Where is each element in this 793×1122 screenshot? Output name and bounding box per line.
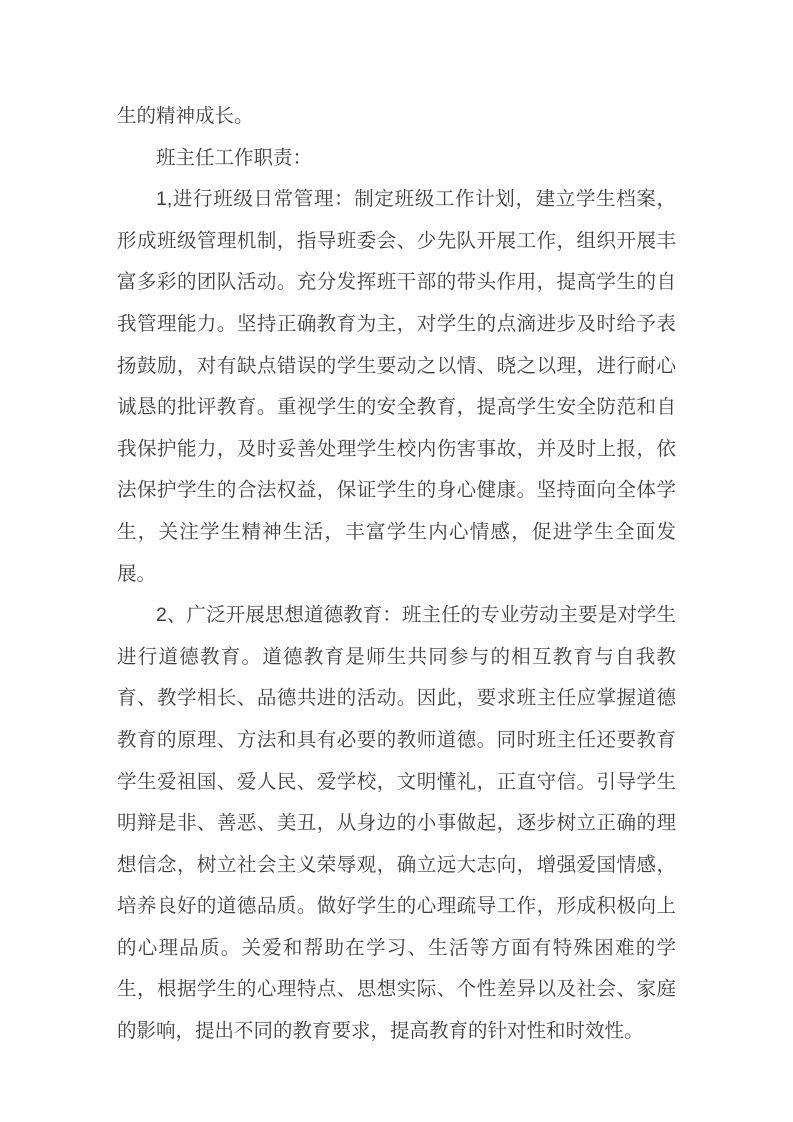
paragraph: 生的精神成长。: [117, 105, 254, 127]
paragraph: 1,进行班级日常管理：制定班级工作计划，建立学生档案，形成班级管理机制，指导班委会、少先队开展工作，组织开展丰富多彩的团队活动。充分发挥班干部的带头作用，提高学生的自我管理能力。坚持正确教育为主，对学生的点滴进步及时给予表扬鼓励，对有缺点错误的学生要动之以情、晓之以理，进行耐心诚恳的批评教育。重视学生的安全教育，提高学生安全防范和自我保护能力，及时妥善处理学生校内伤害事故，并及时上报，依法保护学生的合法权益，保证学生的身心健康。坚持面向全体学生，关注学生精神生活，丰富学生内心情感，促进学生全面发展。: [117, 188, 676, 585]
paragraph: 2、广泛开展思想道德教育：班主任的专业劳动主要是对学生进行道德教育。道德教育是师生共同参与的相互教育与自我教育、教学相长、品德共进的活动。因此，要求班主任应掌握道德教育的原理、方法和具有必要的教师道德。同时班主任还要教育学生爱祖国、爱人民、爱学校，文明懂礼，正直守信。引导学生明辩是非、善恶、美丑，从身边的小事做起，逐步树立正确的理想信念，树立社会主义荣辱观，确立远大志向，增强爱国情感，培养良好的道德品质。做好学生的心理疏导工作，形成积极向上的心理品质。关爱和帮助在学习、生活等方面有特殊困难的学生，根据学生的心理特点、思想实际、个性差异以及社会、家庭的影响，提出不同的教育要求，提高教育的针对性和时效性。: [117, 604, 676, 1043]
document-body: [117, 96, 676, 1053]
paragraph: 班主任工作职责：: [156, 146, 313, 169]
